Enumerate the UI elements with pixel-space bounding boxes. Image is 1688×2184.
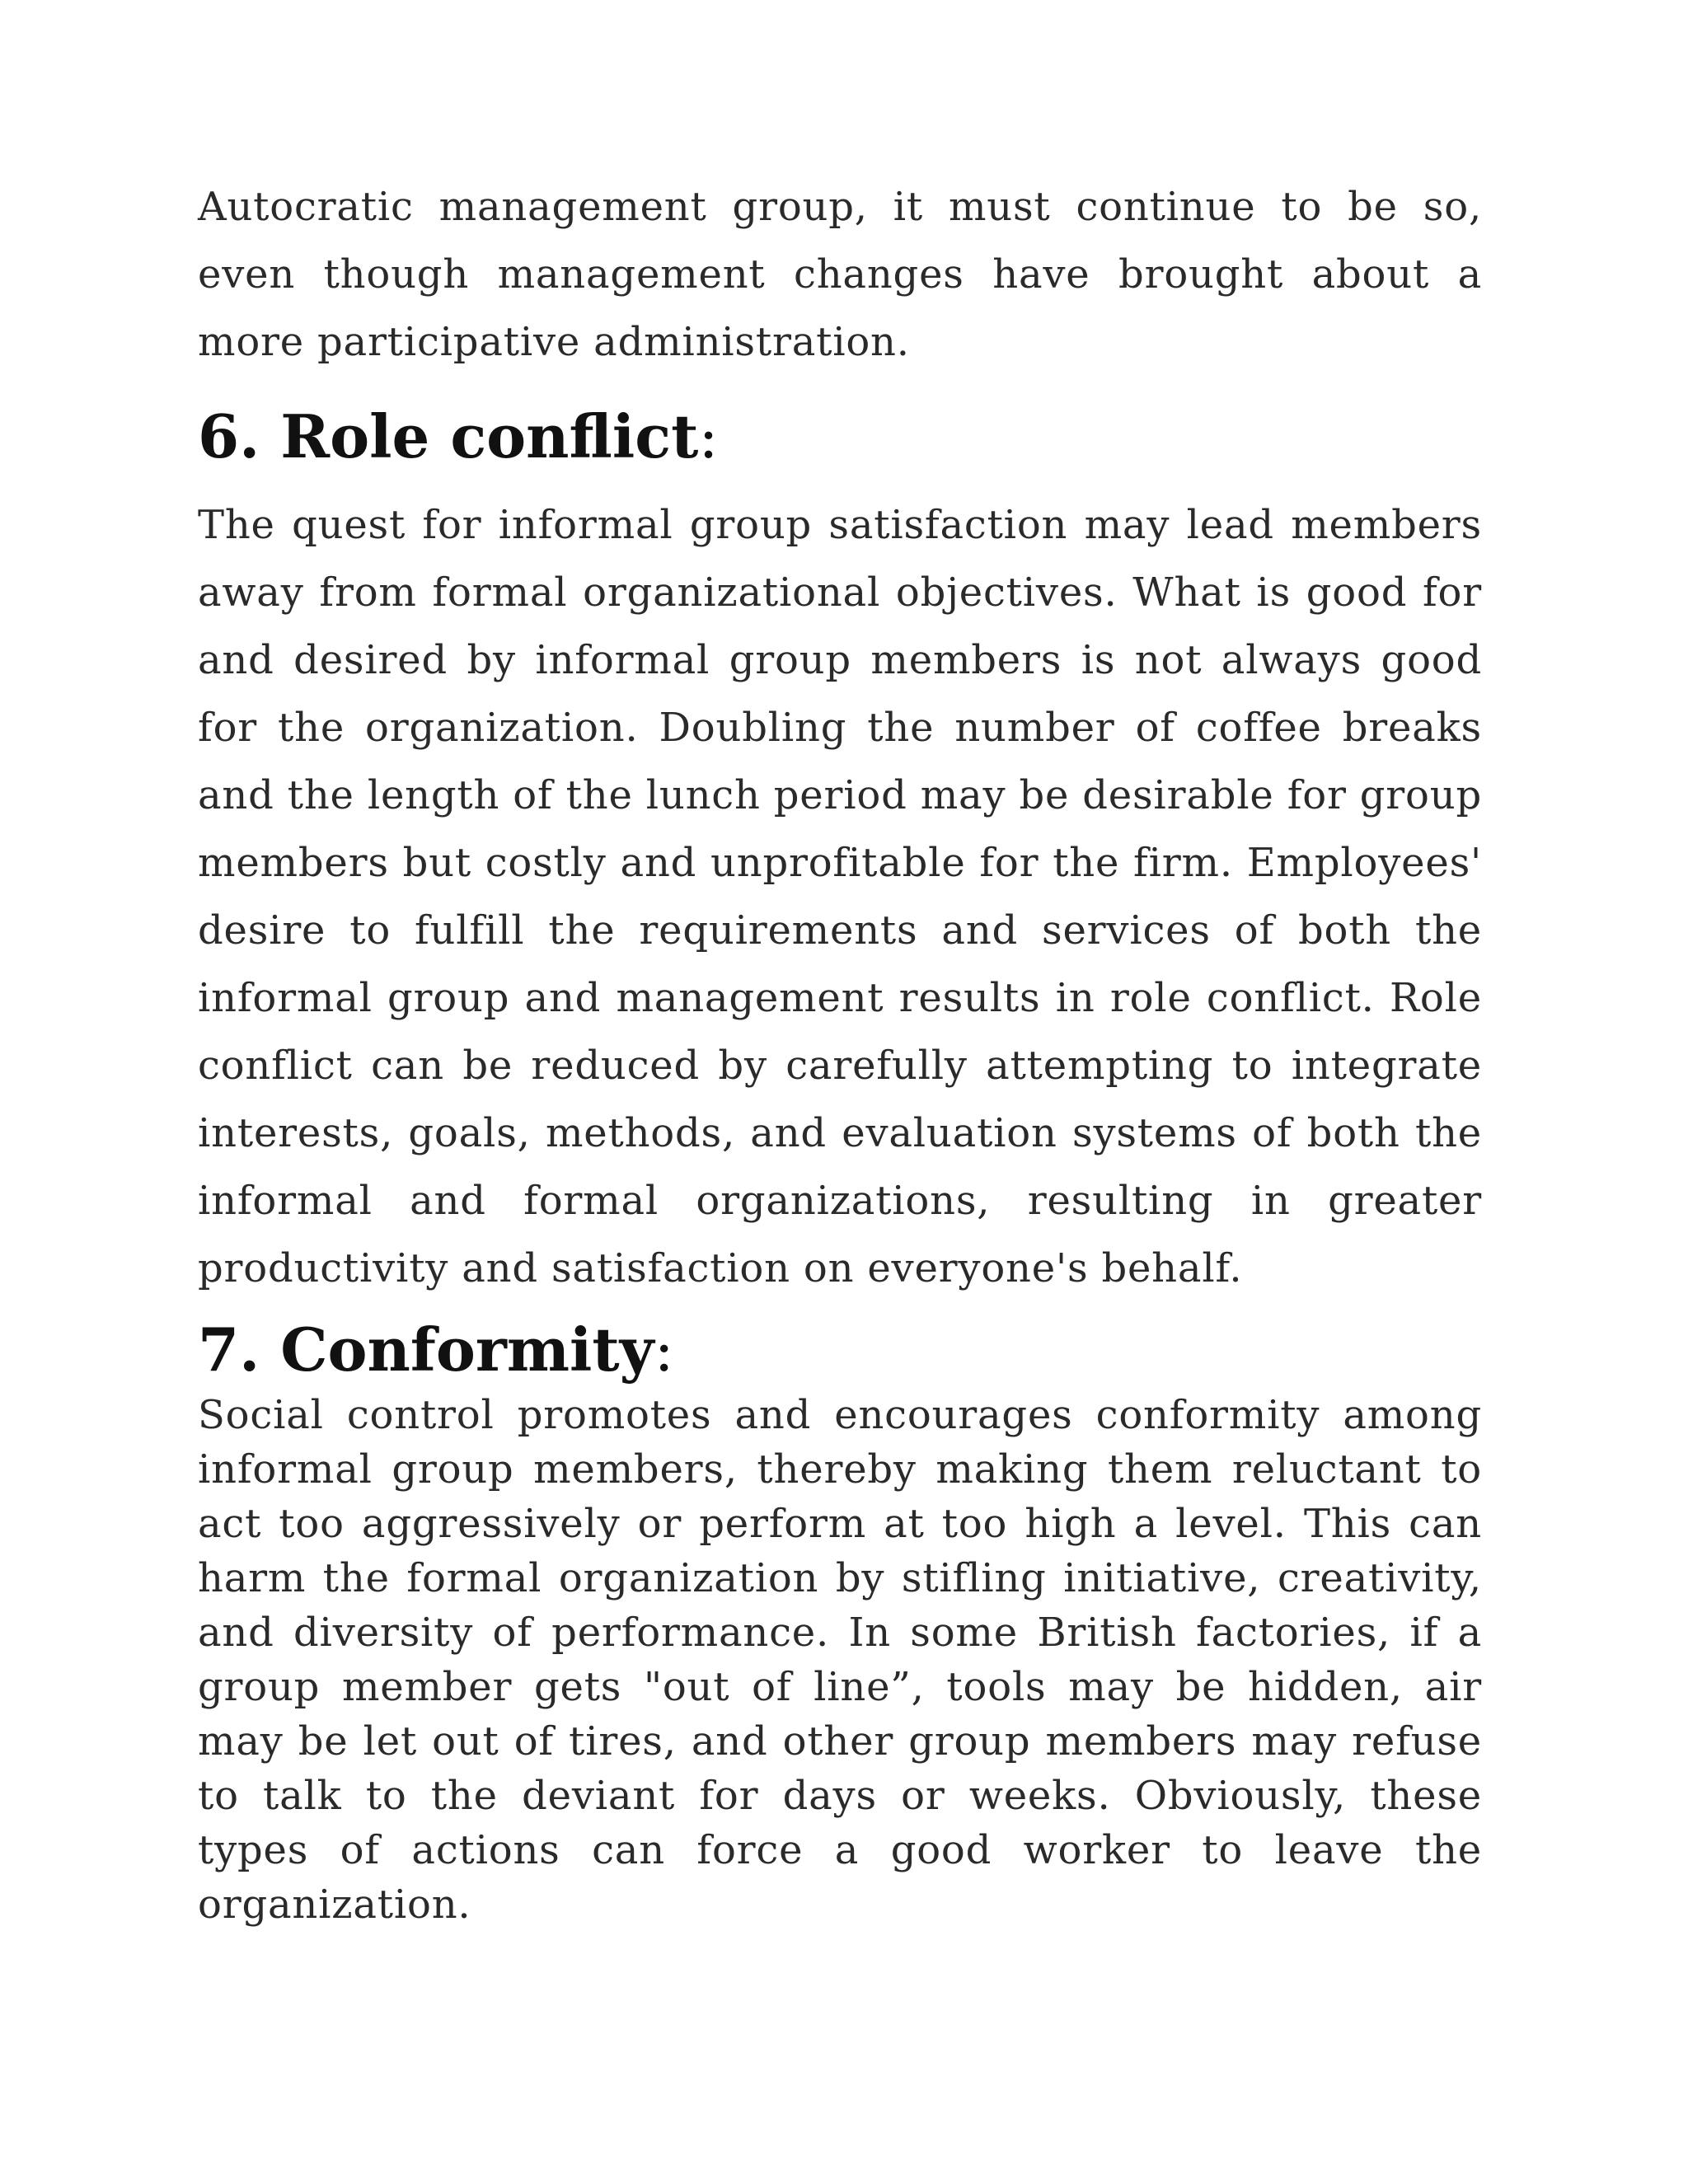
heading-colon: : (654, 1315, 674, 1385)
role-conflict-paragraph: The quest for informal group satisfaction may lead members away from formal organizational objectives. What is good for and desired by informal group members is not always good for the organization. Doubling the number of coffee breaks and the length of the lunch period may be desirable for group members but costly and unprofitable for the firm. Employees' desire to fulfill the requirements and services of both the informal group and management results in role conflict. Role conflict can be reduced by carefully attempting to integrate interests, goals, methods, and evaluation systems of both the informal and formal organizations, resulting in greater productivity and satisfaction on everyone's behalf. (198, 502, 1482, 1291)
heading-colon: : (698, 402, 719, 471)
section-heading-conformity (198, 1315, 1482, 1385)
section-heading-role-conflict (198, 401, 1482, 471)
heading-text-role-conflict: 6. Role conflict (198, 401, 699, 471)
conformity-paragraph: Social control promotes and encourages conformity among informal group members, thereby making them reluctant to act too aggressively or perform at too high a level. This can harm the formal organization by stifling initiative, creativity, and diversity of performance. In some British factories, if a group member gets "out of line”, tools may be hidden, air may be let out of tires, and other group members may refuse to talk to the deviant for days or weeks. Obviously, these types of actions can force a good worker to leave the organization. (198, 1392, 1482, 1928)
heading-text-conformity: 7. Conformity (198, 1315, 654, 1385)
intro-paragraph: Autocratic management group, it must continue to be so, even though management changes have brought about a more participative administration. (198, 184, 1482, 365)
document-body (198, 173, 1482, 1932)
